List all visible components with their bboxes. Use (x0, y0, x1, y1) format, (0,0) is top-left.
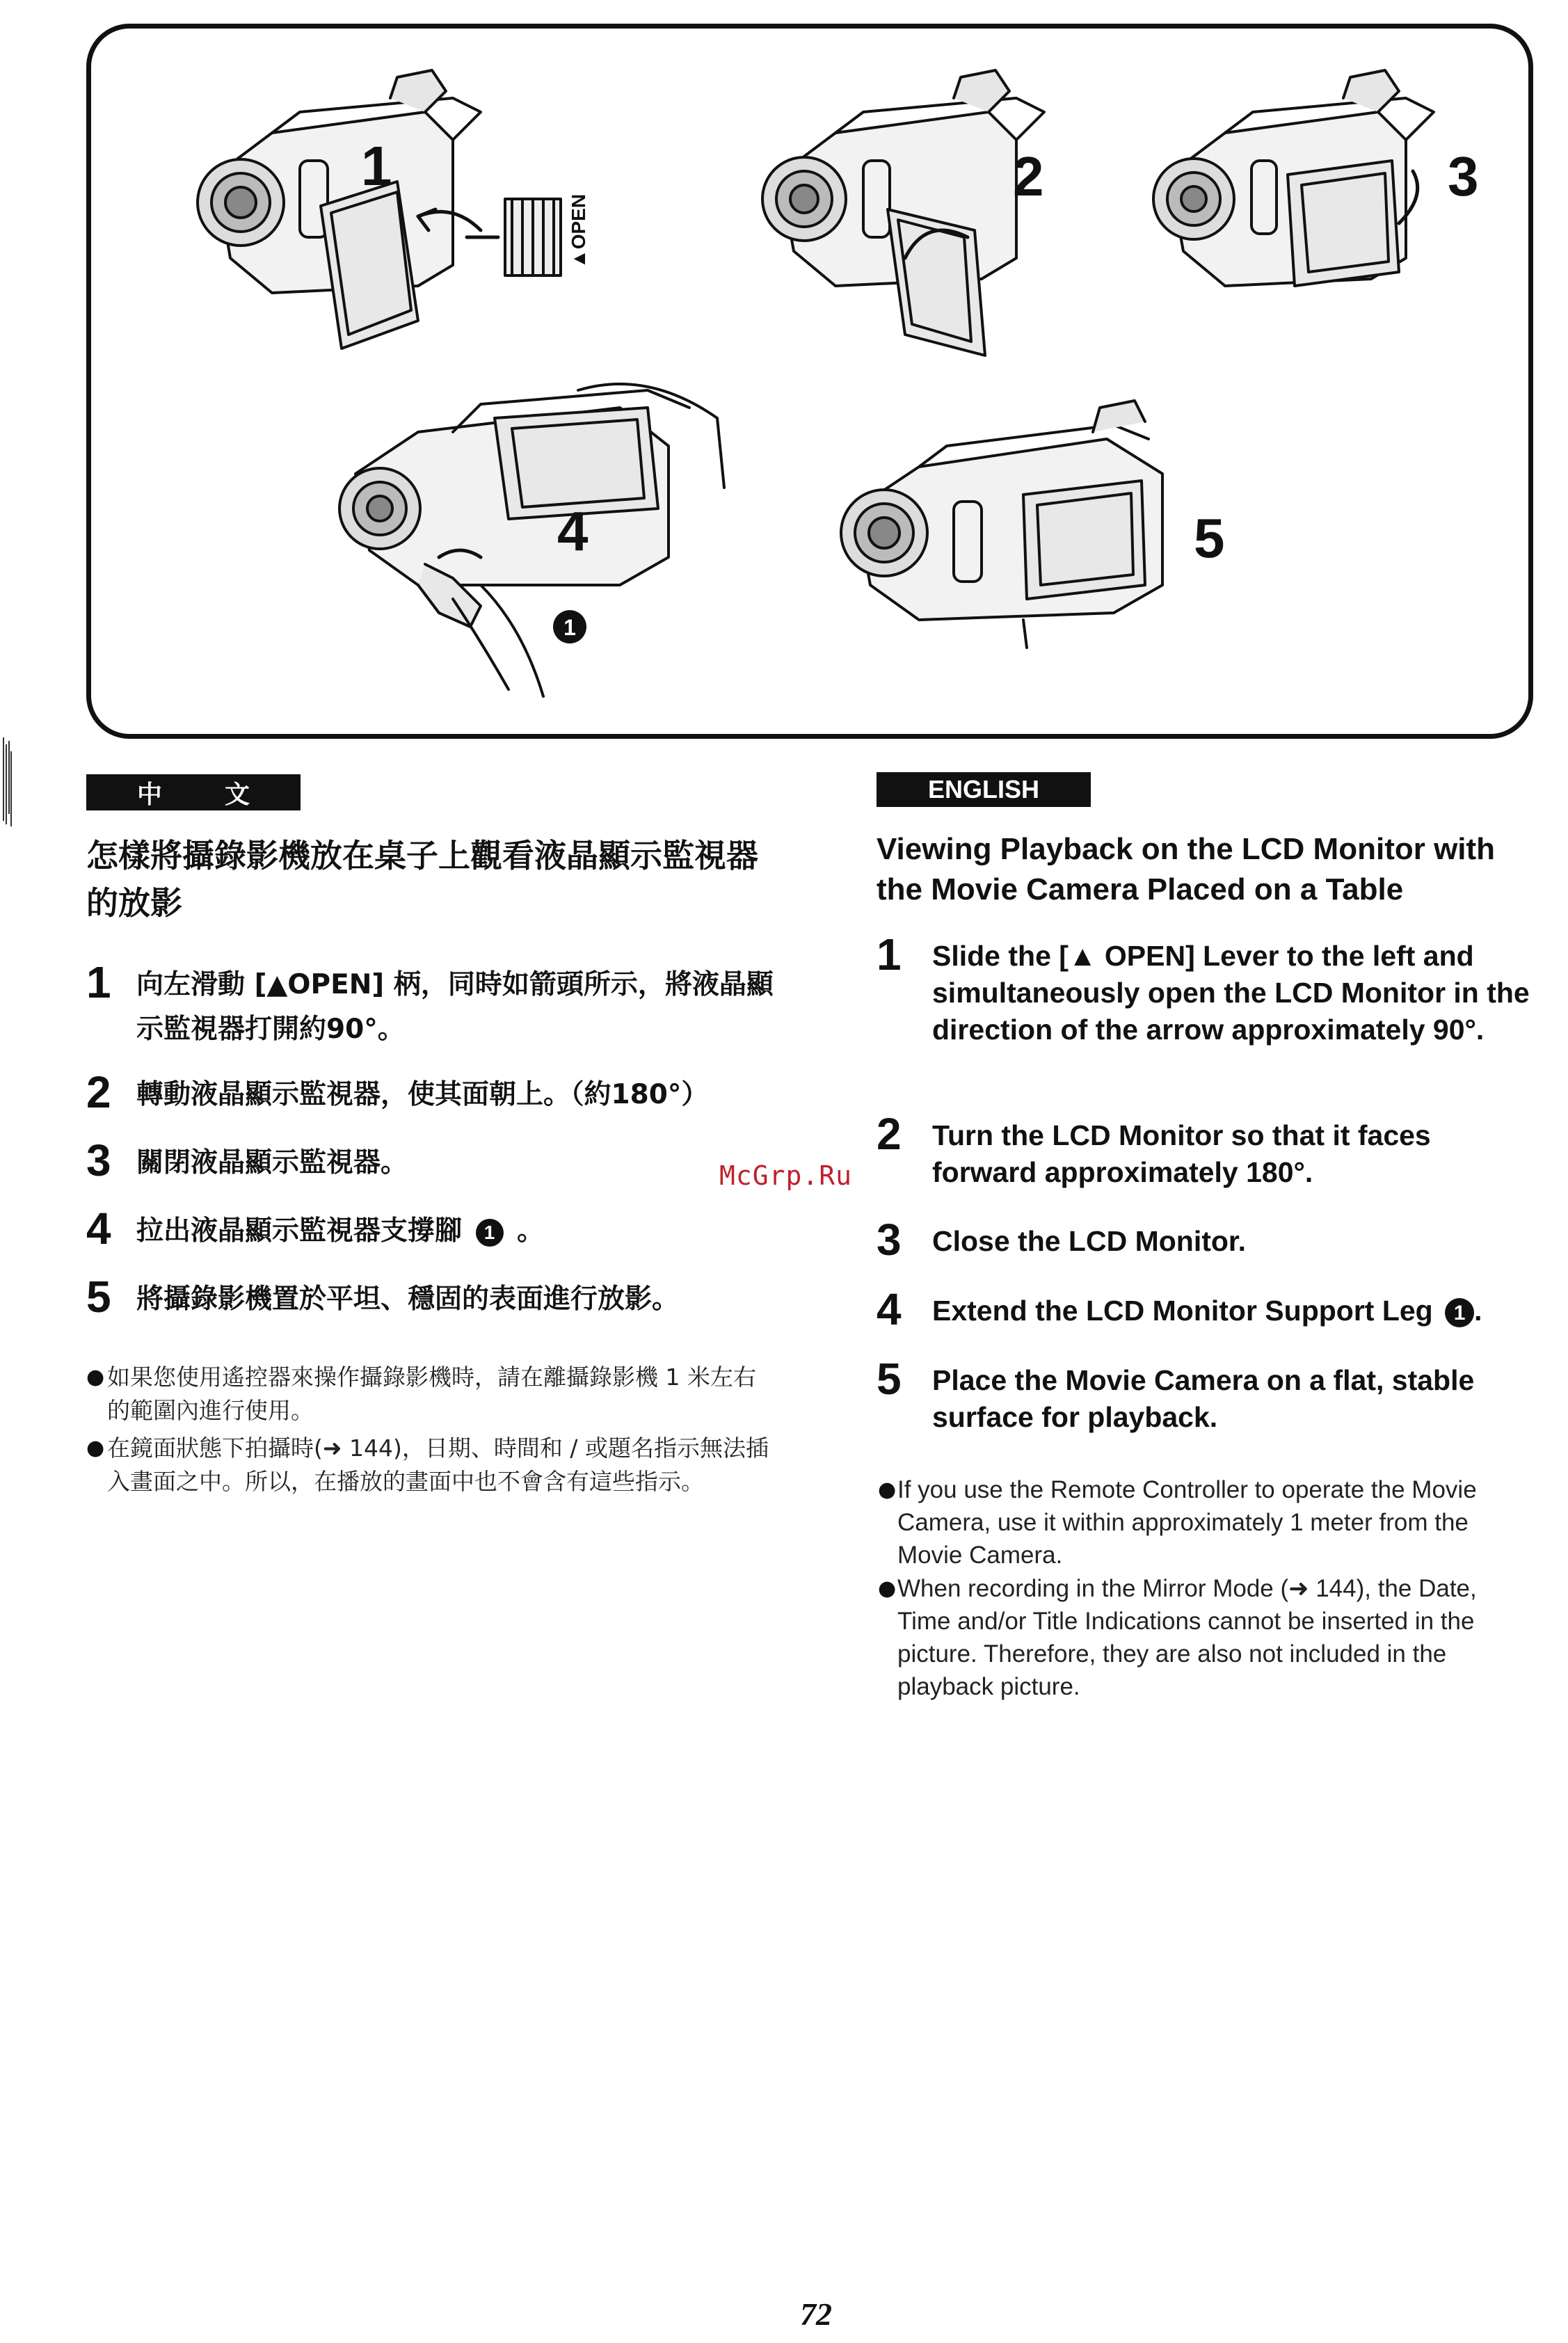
chinese-step-4 (86, 1206, 783, 1254)
step-text: Close the LCD Monitor. (932, 1225, 1246, 1257)
step-text-suffix: 。 (517, 1215, 545, 1247)
camera-step1-drawing (198, 70, 481, 349)
step-number: 2 (877, 1109, 902, 1159)
step-number: 5 (877, 1354, 902, 1404)
bullet-icon: ● (86, 1365, 105, 1389)
bullet-icon: ● (86, 1436, 105, 1460)
note-text: 在鏡面狀態下拍攝時(➜ 144)，日期、時間和 / 或題名指示無法插入畫面之中。所以，在播放的畫面中也不會含有這些指示。 (107, 1434, 769, 1495)
chinese-note-1 (86, 1361, 775, 1428)
step-text: 關閉液晶顯示監視器。 (136, 1147, 408, 1178)
figure-label-3: 3 (1448, 145, 1479, 207)
chinese-step-5 (86, 1274, 783, 1322)
camera-step5-drawing (841, 401, 1162, 648)
step-text: 將攝錄影機置於平坦、穩固的表面進行放影。 (136, 1284, 680, 1315)
figure-label-4: 4 (557, 500, 589, 562)
figure-label-2: 2 (1013, 145, 1044, 207)
page-number: 72 (800, 2296, 832, 2332)
step-text: Turn the LCD Monitor so that it faces forward approximately 180°. (932, 1119, 1431, 1188)
step-number: 2 (86, 1067, 111, 1117)
english-section-badge: ENGLISH (877, 772, 1091, 807)
step-number: 4 (86, 1204, 111, 1254)
step-number: 1 (86, 957, 111, 1007)
step-number: 3 (86, 1135, 111, 1185)
chinese-step-2 (86, 1067, 783, 1117)
scan-margin-marks (0, 737, 14, 828)
step-number: 4 (877, 1284, 902, 1334)
support-leg-callout-number: 1 (563, 615, 576, 640)
english-title: Viewing Playback on the LCD Monitor with the Movie Camera Placed on a Table (877, 832, 1496, 906)
support-leg-marker-icon: 1 (476, 1219, 504, 1247)
bullet-icon: ● (878, 1478, 897, 1502)
english-step-3 (877, 1215, 1530, 1265)
bullet-icon: ● (878, 1576, 897, 1601)
english-step-1 (877, 929, 1530, 1048)
open-lever-diagram (467, 199, 561, 275)
watermark: McGrp.Ru (719, 1160, 853, 1191)
step-text-main: Extend the LCD Monitor Support Leg (932, 1295, 1433, 1327)
english-note-1 (878, 1473, 1523, 1572)
step-text: 轉動液晶顯示監視器，使其面朝上。（約180°） (136, 1079, 709, 1110)
step-number: 1 (877, 929, 902, 979)
step-text-main: 拉出液晶顯示監視器支撐腳 (136, 1215, 463, 1247)
figure-label-1: 1 (361, 135, 392, 197)
english-step-4 (877, 1284, 1530, 1334)
camera-step2-drawing (762, 70, 1044, 355)
camera-illustrations (91, 29, 1538, 744)
step-text (932, 1293, 1530, 1329)
chinese-section-badge: 中 文 (86, 774, 301, 810)
step-text (136, 1209, 783, 1254)
step-number: 3 (877, 1215, 902, 1265)
step-text: 向左滑動 [▲OPEN] 柄，同時如箭頭所示，將液晶顯示監視器打開約90°。 (136, 969, 774, 1045)
chinese-title: 怎樣將攝錄影機放在桌子上觀看液晶顯示監視器的放影 (86, 837, 758, 922)
chinese-step-3 (86, 1135, 783, 1185)
chinese-note-2 (86, 1432, 775, 1498)
chinese-step-1 (86, 957, 783, 1052)
english-step-5 (877, 1354, 1530, 1436)
open-lever-label: ▲OPEN (568, 193, 589, 269)
figure-label-5: 5 (1194, 507, 1225, 569)
note-text: When recording in the Mirror Mode (➜ 144), the Date, Time and/or Title Indications cannot be inserted in the picture. Therefore, they are also not included in the playback picture. (897, 1575, 1477, 1700)
step-number: 5 (86, 1272, 111, 1322)
camera-step3-drawing (1153, 70, 1434, 286)
step-text: Place the Movie Camera on a flat, stable surface for playback. (932, 1364, 1475, 1433)
support-leg-marker-icon: 1 (1445, 1298, 1474, 1327)
note-text: 如果您使用遙控器來操作攝錄影機時，請在離攝錄影機 1 米左右的範圍內進行使用。 (107, 1364, 756, 1424)
english-note-2 (878, 1572, 1523, 1703)
english-step-2 (877, 1109, 1530, 1191)
step-text: Slide the [▲ OPEN] Lever to the left and simultaneously open the LCD Monitor in the direction of the arrow approximately 90°. (932, 940, 1530, 1046)
camera-step4-drawing (339, 384, 724, 696)
step-text-suffix: . (1474, 1295, 1482, 1327)
note-text: If you use the Remote Controller to operate the Movie Camera, use it within approximately 1 meter from the Movie Camera. (897, 1476, 1477, 1569)
illustration-panel (86, 24, 1533, 739)
